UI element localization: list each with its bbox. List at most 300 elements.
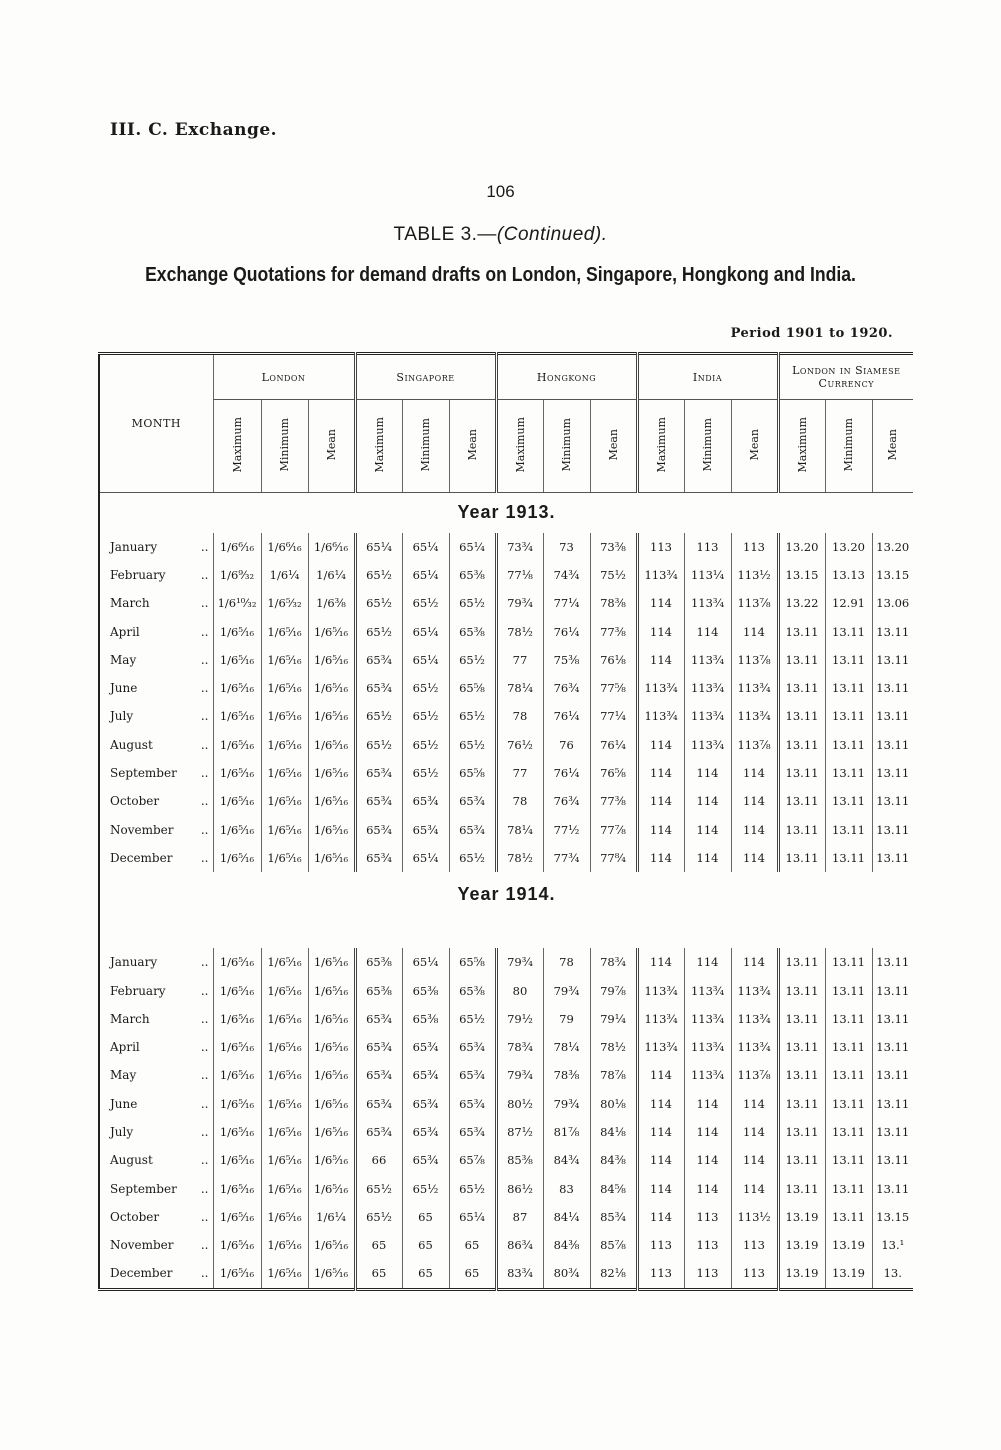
value-cell: 1/6⁵⁄₁₆	[261, 948, 308, 976]
value-cell: 13.11	[872, 674, 913, 702]
value-cell: 65	[402, 1259, 449, 1289]
value-cell: 78¹⁄₂	[590, 1033, 637, 1061]
subheader-label: Maximum	[795, 416, 809, 473]
value-cell: 13.11	[778, 1118, 825, 1146]
value-cell: 79³⁄₄	[496, 948, 543, 976]
value-cell: 78¹⁄₂	[496, 617, 543, 645]
value-cell: 114	[637, 1061, 684, 1089]
value-cell: 13.11	[778, 646, 825, 674]
value-cell: 1/6⁵⁄₁₆	[261, 844, 308, 872]
table-label: TABLE 3.—	[393, 224, 497, 245]
value-cell: 113⁷⁄₈	[731, 589, 778, 617]
value-cell: 65³⁄₄	[402, 815, 449, 843]
value-cell: 1/6¹⁄₄	[261, 561, 308, 589]
value-cell: 13.11	[778, 1090, 825, 1118]
value-cell: 13.11	[778, 815, 825, 843]
leader-dots: ..	[200, 794, 209, 809]
value-cell: 114	[637, 617, 684, 645]
value-cell: 77⁸⁄₄	[590, 844, 637, 872]
value-cell: 65¹⁄₂	[449, 844, 496, 872]
table-row	[99, 674, 913, 702]
value-cell: 114	[637, 646, 684, 674]
value-cell: 13.11	[825, 1033, 872, 1061]
value-cell: 65⁷⁄₈	[449, 1146, 496, 1174]
value-cell: 73³⁄₄	[496, 533, 543, 561]
value-cell: 65	[449, 1231, 496, 1259]
value-cell: 65	[355, 1259, 402, 1289]
value-cell: 13.11	[825, 815, 872, 843]
year-spacer	[99, 934, 913, 948]
value-cell: 1/6⁶⁄₁₆	[213, 533, 261, 561]
value-cell: 1/6⁵⁄₁₆	[308, 1231, 355, 1259]
month-cell: August ..	[99, 731, 213, 759]
value-cell: 1/6⁵⁄₁₆	[213, 787, 261, 815]
leader-dots: ..	[200, 1181, 209, 1196]
value-cell: 76¹⁄₄	[543, 759, 590, 787]
value-cell: 114	[684, 1146, 731, 1174]
group-header-singapore: Singapore	[355, 354, 496, 400]
value-cell: 65¹⁄₄	[449, 1203, 496, 1231]
table-row	[99, 646, 913, 674]
subheader-mean	[590, 400, 637, 493]
value-cell: 113¹⁄₄	[684, 561, 731, 589]
subheader-label: Mean	[886, 428, 900, 461]
value-cell: 65³⁄₄	[449, 815, 496, 843]
leader-dots: ..	[200, 1011, 209, 1026]
value-cell: 76³⁄₄	[543, 787, 590, 815]
table-row	[99, 787, 913, 815]
subheader-mean	[449, 400, 496, 493]
value-cell: 13.11	[778, 1033, 825, 1061]
value-cell: 65¹⁄₂	[449, 702, 496, 730]
value-cell: 1/6⁵⁄₁₆	[213, 617, 261, 645]
table-row	[99, 702, 913, 730]
value-cell: 13.11	[825, 1203, 872, 1231]
value-cell: 77⁷⁄₈	[590, 815, 637, 843]
subheader-minimum	[402, 400, 449, 493]
value-cell: 114	[684, 617, 731, 645]
table-row	[99, 844, 913, 872]
subheader-maximum	[778, 400, 825, 493]
value-cell: 65³⁄₄	[355, 759, 402, 787]
month-cell: September ..	[99, 759, 213, 787]
subheader-label: Minimum	[419, 417, 432, 472]
value-cell: 1/6⁵⁄₁₆	[261, 1033, 308, 1061]
value-cell: 78³⁄₈	[543, 1061, 590, 1089]
month-cell: February ..	[99, 561, 213, 589]
value-cell: 114	[731, 1174, 778, 1202]
value-cell: 78¹⁄₄	[496, 815, 543, 843]
value-cell: 1/6⁵⁄₁₆	[261, 759, 308, 787]
value-cell: 113	[684, 1259, 731, 1289]
value-cell: 113³⁄₄	[684, 1033, 731, 1061]
subheader-minimum	[825, 400, 872, 493]
value-cell: 65¹⁄₂	[402, 759, 449, 787]
leader-dots: ..	[200, 567, 209, 582]
subheader-label: Mean	[747, 428, 761, 461]
value-cell: 113³⁄₄	[637, 1005, 684, 1033]
value-cell: 113⁷⁄₈	[731, 731, 778, 759]
value-cell: 13.11	[825, 1118, 872, 1146]
value-cell: 79⁷⁄₈	[590, 976, 637, 1004]
value-cell: 13.11	[778, 1174, 825, 1202]
value-cell: 65¹⁄₂	[355, 561, 402, 589]
value-cell: 1/6⁵⁄₁₆	[261, 702, 308, 730]
value-cell: 86¹⁄₂	[496, 1174, 543, 1202]
table-row	[99, 1231, 913, 1259]
table-row	[99, 561, 913, 589]
value-cell: 65	[355, 1231, 402, 1259]
value-cell: 77¹⁄₄	[543, 589, 590, 617]
value-cell: 65¹⁄₂	[402, 589, 449, 617]
value-cell: 87	[496, 1203, 543, 1231]
month-cell: May ..	[99, 646, 213, 674]
subheader-label: Maximum	[513, 416, 527, 473]
value-cell: 76³⁄₄	[543, 674, 590, 702]
month-cell: November ..	[99, 815, 213, 843]
value-cell: 79³⁄₄	[496, 1061, 543, 1089]
value-cell: 65¹⁄₂	[402, 731, 449, 759]
value-cell: 76¹⁄₄	[590, 731, 637, 759]
value-cell: 65³⁄₄	[402, 1090, 449, 1118]
value-cell: 65	[402, 1203, 449, 1231]
value-cell: 114	[731, 759, 778, 787]
value-cell: 1/6⁵⁄₁₆	[261, 731, 308, 759]
value-cell: 113³⁄₄	[637, 674, 684, 702]
value-cell: 13.¹	[872, 1231, 913, 1259]
value-cell: 113³⁄₄	[637, 976, 684, 1004]
value-cell: 80	[496, 976, 543, 1004]
value-cell: 114	[637, 787, 684, 815]
value-cell: 78	[543, 948, 590, 976]
value-cell: 65⁵⁄₈	[449, 759, 496, 787]
value-cell: 75³⁄₈	[543, 646, 590, 674]
value-cell: 1/6⁵⁄₁₆	[213, 1061, 261, 1089]
value-cell: 83³⁄₄	[496, 1259, 543, 1289]
value-cell: 1/6⁵⁄₁₆	[308, 844, 355, 872]
value-cell: 78¹⁄₄	[543, 1033, 590, 1061]
value-cell: 1/6⁵⁄₁₆	[213, 1231, 261, 1259]
value-cell: 65¹⁄₄	[449, 533, 496, 561]
value-cell: 113⁷⁄₈	[731, 1061, 778, 1089]
month-cell: July ..	[99, 1118, 213, 1146]
value-cell: 13.11	[825, 1174, 872, 1202]
value-cell: 65³⁄₄	[355, 1090, 402, 1118]
value-cell: 65³⁄₄	[449, 1118, 496, 1146]
value-cell: 76¹⁄₈	[590, 646, 637, 674]
table-row	[99, 759, 913, 787]
value-cell: 13.11	[872, 731, 913, 759]
value-cell: 76⁵⁄₈	[590, 759, 637, 787]
value-cell: 1/6⁵⁄₁₆	[261, 815, 308, 843]
subheader-label: Minimum	[701, 417, 715, 472]
value-cell: 84³⁄₈	[590, 1146, 637, 1174]
value-cell: 113	[684, 533, 731, 561]
value-cell: 80¹⁄₈	[590, 1090, 637, 1118]
value-cell: 77¹⁄₂	[543, 815, 590, 843]
value-cell: 87¹⁄₂	[496, 1118, 543, 1146]
value-cell: 1/6⁵⁄₁₆	[213, 1203, 261, 1231]
value-cell: 1/6⁵⁄₁₆	[213, 1118, 261, 1146]
value-cell: 65³⁄₄	[449, 1090, 496, 1118]
value-cell: 77¹⁄₄	[590, 702, 637, 730]
value-cell: 13.11	[872, 1033, 913, 1061]
value-cell: 13.11	[872, 1118, 913, 1146]
value-cell: 78¹⁄₂	[496, 844, 543, 872]
value-cell: 1/6⁵⁄₁₆	[261, 1118, 308, 1146]
value-cell: 1/6⁵⁄₁₆	[308, 787, 355, 815]
value-cell: 13.11	[825, 759, 872, 787]
value-cell: 75¹⁄₂	[590, 561, 637, 589]
value-cell: 113	[731, 1259, 778, 1289]
value-cell: 114	[684, 759, 731, 787]
value-cell: 78³⁄₄	[590, 948, 637, 976]
value-cell: 114	[637, 1174, 684, 1202]
value-cell: 65¹⁄₄	[402, 646, 449, 674]
leader-dots: ..	[200, 539, 209, 554]
value-cell: 1/6⁵⁄₁₆	[308, 731, 355, 759]
value-cell: 114	[684, 1118, 731, 1146]
leader-dots: ..	[200, 624, 209, 639]
value-cell: 13.11	[778, 1146, 825, 1174]
value-cell: 13.11	[778, 1005, 825, 1033]
value-cell: 13.11	[778, 702, 825, 730]
month-cell: December ..	[99, 1259, 213, 1289]
value-cell: 114	[637, 1146, 684, 1174]
value-cell: 13.11	[778, 787, 825, 815]
value-cell: 114	[637, 589, 684, 617]
value-cell: 1/6⁵⁄₁₆	[308, 1005, 355, 1033]
value-cell: 65³⁄₄	[355, 1118, 402, 1146]
value-cell: 13.11	[778, 948, 825, 976]
leader-dots: ..	[200, 983, 209, 998]
subheader-maximum	[213, 400, 261, 493]
table-row	[99, 533, 913, 561]
value-cell: 113	[684, 1231, 731, 1259]
leader-dots: ..	[200, 737, 209, 752]
value-cell: 1/6⁵⁄₁₆	[213, 1005, 261, 1033]
value-cell: 114	[731, 815, 778, 843]
value-cell: 65³⁄₄	[402, 1146, 449, 1174]
value-cell: 114	[637, 1118, 684, 1146]
value-cell: 13.11	[778, 759, 825, 787]
subheader-label: Maximum	[230, 416, 244, 473]
value-cell: 1/6⁵⁄₁₆	[308, 1174, 355, 1202]
page-number: 106	[486, 182, 515, 201]
value-cell: 13.11	[825, 646, 872, 674]
value-cell: 79¹⁄₄	[590, 1005, 637, 1033]
table-row	[99, 1005, 913, 1033]
value-cell: 114	[637, 1090, 684, 1118]
value-cell: 65³⁄₄	[402, 1033, 449, 1061]
value-cell: 13.11	[825, 1146, 872, 1174]
table-row	[99, 1203, 913, 1231]
subheader-maximum	[355, 400, 402, 493]
value-cell: 78	[496, 787, 543, 815]
table-row	[99, 1090, 913, 1118]
table-row	[99, 1146, 913, 1174]
value-cell: 84⁵⁄₈	[590, 1174, 637, 1202]
value-cell: 114	[684, 844, 731, 872]
value-cell: 13.11	[825, 787, 872, 815]
value-cell: 1/6⁵⁄₁₆	[261, 646, 308, 674]
exchange-table	[98, 352, 913, 1291]
value-cell: 13.	[872, 1259, 913, 1289]
value-cell: 113	[684, 1203, 731, 1231]
table-row	[99, 976, 913, 1004]
value-cell: 65¹⁄₄	[402, 561, 449, 589]
group-header-london-siamese: London in Siamese Currency	[778, 354, 913, 400]
value-cell: 84³⁄₈	[543, 1231, 590, 1259]
value-cell: 114	[731, 844, 778, 872]
value-cell: 74³⁄₄	[543, 561, 590, 589]
subheader-label: Mean	[606, 428, 620, 461]
value-cell: 73³⁄₈	[590, 533, 637, 561]
value-cell: 1/6⁵⁄₁₆	[308, 1061, 355, 1089]
value-cell: 114	[731, 948, 778, 976]
value-cell: 114	[637, 844, 684, 872]
value-cell: 65¹⁄₂	[355, 589, 402, 617]
value-cell: 65³⁄₄	[402, 1118, 449, 1146]
value-cell: 114	[684, 1090, 731, 1118]
value-cell: 114	[684, 815, 731, 843]
value-cell: 65³⁄₄	[355, 844, 402, 872]
value-cell: 13.11	[872, 844, 913, 872]
period-label: Period 1901 to 1920.	[730, 326, 893, 341]
value-cell: 85⁷⁄₈	[590, 1231, 637, 1259]
value-cell: 83	[543, 1174, 590, 1202]
value-cell: 77	[496, 759, 543, 787]
value-cell: 80¹⁄₂	[496, 1090, 543, 1118]
value-cell: 114	[731, 787, 778, 815]
subheader-minimum	[261, 400, 308, 493]
value-cell: 13.11	[825, 674, 872, 702]
leader-dots: ..	[200, 1153, 209, 1168]
value-cell: 65³⁄₄	[402, 787, 449, 815]
value-cell: 1/6³⁄₈	[308, 589, 355, 617]
subheader-label: Minimum	[278, 417, 291, 472]
value-cell: 13.11	[825, 976, 872, 1004]
value-cell: 1/6⁵⁄₁₆	[308, 815, 355, 843]
subheader-mean	[308, 400, 355, 493]
value-cell: 65¹⁄₂	[355, 1203, 402, 1231]
value-cell: 65	[449, 1259, 496, 1289]
value-cell: 65⁵⁄₈	[449, 674, 496, 702]
leader-dots: ..	[200, 652, 209, 667]
value-cell: 1/6⁵⁄₁₆	[308, 759, 355, 787]
value-cell: 1/6⁵⁄₁₆	[308, 702, 355, 730]
value-cell: 85³⁄₈	[496, 1146, 543, 1174]
value-cell: 78³⁄₈	[590, 589, 637, 617]
value-cell: 65³⁄₄	[449, 787, 496, 815]
value-cell: 1/6⁵⁄₁₆	[308, 1090, 355, 1118]
value-cell: 13.19	[825, 1259, 872, 1289]
value-cell: 1/6⁵⁄₁₆	[261, 1203, 308, 1231]
value-cell: 77³⁄₈	[590, 787, 637, 815]
value-cell: 13.15	[872, 1203, 913, 1231]
value-cell: 1/6⁵⁄₁₆	[213, 948, 261, 976]
value-cell: 76¹⁄₂	[496, 731, 543, 759]
value-cell: 65¹⁄₂	[449, 589, 496, 617]
value-cell: 85³⁄₄	[590, 1203, 637, 1231]
value-cell: 1/6¹⁄₄	[308, 561, 355, 589]
value-cell: 13.15	[872, 561, 913, 589]
value-cell: 81⁷⁄₈	[543, 1118, 590, 1146]
value-cell: 65³⁄₈	[355, 976, 402, 1004]
leader-dots: ..	[200, 1096, 209, 1111]
month-cell: October ..	[99, 787, 213, 815]
value-cell: 13.11	[872, 1090, 913, 1118]
value-cell: 113	[637, 1259, 684, 1289]
value-cell: 65¹⁄₄	[402, 948, 449, 976]
value-cell: 13.11	[872, 1146, 913, 1174]
leader-dots: ..	[200, 1238, 209, 1253]
value-cell: 84³⁄₄	[543, 1146, 590, 1174]
value-cell: 77¹⁄₈	[496, 561, 543, 589]
subheader-mean	[731, 400, 778, 493]
leader-dots: ..	[200, 1266, 209, 1281]
value-cell: 13.11	[778, 1061, 825, 1089]
value-cell: 113	[637, 1231, 684, 1259]
value-cell: 113⁷⁄₈	[731, 646, 778, 674]
value-cell: 13.11	[872, 976, 913, 1004]
value-cell: 13.11	[872, 617, 913, 645]
value-cell: 114	[637, 948, 684, 976]
value-cell: 73	[543, 533, 590, 561]
value-cell: 13.19	[778, 1259, 825, 1289]
value-cell: 13.22	[778, 589, 825, 617]
table-row	[99, 1259, 913, 1289]
leader-dots: ..	[200, 1209, 209, 1224]
month-cell: March ..	[99, 1005, 213, 1033]
leader-dots: ..	[200, 1124, 209, 1139]
value-cell: 13.11	[825, 731, 872, 759]
table-row	[99, 1033, 913, 1061]
value-cell: 1/6⁵⁄₁₆	[213, 976, 261, 1004]
month-cell: January ..	[99, 948, 213, 976]
subheader-label: Maximum	[372, 416, 386, 473]
value-cell: 1/6⁵⁄₁₆	[308, 1259, 355, 1289]
value-cell: 113³⁄₄	[684, 976, 731, 1004]
value-cell: 113³⁄₄	[637, 561, 684, 589]
group-header-london: London	[213, 354, 355, 400]
value-cell: 65¹⁄₂	[355, 731, 402, 759]
value-cell: 1/6⁵⁄₁₆	[213, 1090, 261, 1118]
value-cell: 1/6¹⁰⁄₃₂	[213, 589, 261, 617]
value-cell: 1/6⁵⁄₁₆	[261, 787, 308, 815]
value-cell: 65¹⁄₄	[402, 844, 449, 872]
value-cell: 1/6⁵⁄₁₆	[308, 1033, 355, 1061]
month-cell: June ..	[99, 1090, 213, 1118]
value-cell: 114	[684, 1174, 731, 1202]
value-cell: 84¹⁄₄	[543, 1203, 590, 1231]
month-cell: February ..	[99, 976, 213, 1004]
value-cell: 65¹⁄₂	[355, 702, 402, 730]
value-cell: 1/6⁵⁄₁₆	[213, 1259, 261, 1289]
value-cell: 1/6⁵⁄₁₆	[213, 1146, 261, 1174]
month-cell: December ..	[99, 844, 213, 872]
value-cell: 114	[637, 731, 684, 759]
subheader-maximum	[637, 400, 684, 493]
value-cell: 113³⁄₄	[731, 1005, 778, 1033]
value-cell: 1/6⁵⁄₃₂	[261, 589, 308, 617]
value-cell: 114	[731, 1146, 778, 1174]
value-cell: 13.11	[825, 948, 872, 976]
value-cell: 114	[731, 1090, 778, 1118]
value-cell: 1/6⁵⁄₁₆	[261, 1005, 308, 1033]
value-cell: 79³⁄₄	[496, 589, 543, 617]
value-cell: 65³⁄₄	[355, 646, 402, 674]
